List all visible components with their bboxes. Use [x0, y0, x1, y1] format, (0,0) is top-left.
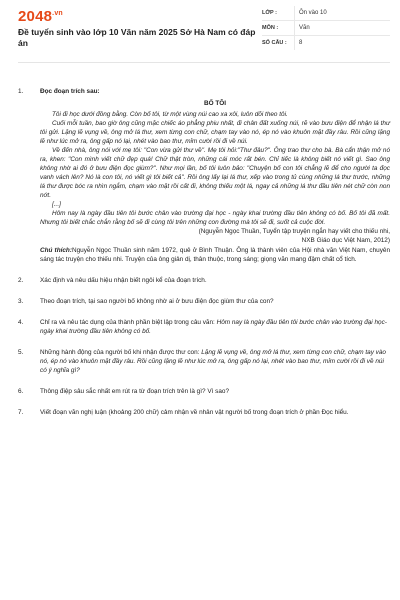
- excerpt-source: (Nguyễn Ngọc Thuần, Tuyển tập truyện ngắn hay viết cho thiếu nhi,: [198, 228, 390, 235]
- question-body: [40, 348, 390, 375]
- question-6: [18, 387, 390, 396]
- excerpt-ellipsis: [...]: [52, 201, 61, 208]
- question-quote: Lặng lẽ vụng về, ông mở lá thư, xem từng con chữ, chạm tay vào nó, ép nó vào khuôn mặt đầy râu. Rồi cũng lặng lẽ như lúc mở ra, ông gấp nó lại, nhét vào bao thư, mỉm cười rồi đi về núi có ý nghĩa gì?: [40, 349, 386, 374]
- document-title: Đề tuyển sinh vào lớp 10 Văn năm 2025 Sở Hà Nam có đáp án: [18, 27, 256, 48]
- question-number: 6.: [18, 388, 24, 395]
- logo-main: 2048: [18, 8, 53, 25]
- meta-row-subject: [262, 21, 390, 36]
- question-text: Những hành động của người bố khi nhận được thư con:: [40, 349, 202, 356]
- author-note: [40, 246, 390, 264]
- excerpt-title: BỐ TÔI: [203, 100, 226, 107]
- question-heading: Đọc đoạn trích sau:: [40, 88, 100, 95]
- question-3: [18, 297, 390, 306]
- question-number: 5.: [18, 349, 24, 356]
- meta-label: LỚP :: [262, 10, 277, 16]
- question-1: [18, 87, 390, 264]
- question-text: Chỉ ra và nêu tác dụng của thành phần biệt lập trong câu văn:: [40, 319, 217, 326]
- question-body: [40, 87, 390, 264]
- meta-table: [262, 6, 390, 50]
- excerpt-source-publisher: NXB Giáo dục Việt Nam, 2012): [301, 237, 390, 244]
- question-text: Theo đoạn trích, tại sao người bố không nhờ ai ở bưu điện đọc giùm thư của con?: [40, 298, 274, 305]
- logo-tld: .vn: [52, 10, 63, 17]
- question-quote: Hôm nay là ngày đầu tiên tôi bước chân vào trường đại học- ngày khai trường đầu tiên không có bố.: [40, 319, 387, 335]
- question-number: 7.: [18, 409, 24, 416]
- document-header: [18, 6, 390, 63]
- note-label: Chú thích:: [40, 247, 72, 254]
- note-text: Nguyễn Ngọc Thuần sinh năm 1972, quê ở Bình Thuận. Ông là thành viên của Hội nhà văn Việt Nam, chuyên sáng tác truyện cho thiếu nhi. Truyện của ông giản dị, thân thuộc, trong sáng; giọng văn mang đậm chất cổ tích.: [40, 247, 391, 263]
- question-5: [18, 348, 390, 375]
- excerpt-paragraph: Hôm nay là ngày đầu tiên tôi bước chân vào trường đại học - ngày khai trường đầu tiên không có bố. Bố tôi đã mất. Nhưng tôi biết chắc chắn rằng bố sẽ đi cùng tôi trên những con đường mà tôi sẽ đi, suốt cả cuộc đời.: [40, 210, 390, 226]
- question-text: Xác định và nêu dấu hiệu nhận biết ngôi kể của đoạn trích.: [40, 277, 207, 284]
- brand-block: [18, 6, 258, 49]
- question-number: 3.: [18, 298, 24, 305]
- question-number: 2.: [18, 277, 24, 284]
- question-number: 4.: [18, 319, 24, 326]
- meta-value: 8: [294, 36, 390, 50]
- excerpt-paragraph: Cuối mỗi tuần, bao giờ ông cũng mặc chiếc áo phẳng phiu nhất, đi chân đất xuống núi, rẽ vào bưu điện để nhận lá thư tôi gửi. Lặng lẽ vụng về, ông mở lá thư, xem từng con chữ, chạm tay vào nó, ép nó vào khuôn mặt đầy râu. Rồi cũng lặng lẽ như lúc mở ra, ông gấp nó lại, nhét vào bao thư, mỉm cười rồi đi về núi.: [40, 120, 390, 145]
- question-number: 1.: [18, 88, 24, 95]
- meta-value: Văn: [294, 21, 390, 35]
- question-text: Thông điệp sâu sắc nhất em rút ra từ đoạn trích trên là gì? Vì sao?: [40, 388, 230, 395]
- question-2: [18, 276, 390, 285]
- question-text: Viết đoạn văn nghị luận (khoảng 200 chữ) cảm nhận về nhân vật người bố trong đoạn trích ở phần Đọc hiểu.: [40, 409, 349, 416]
- site-logo[interactable]: [18, 6, 258, 25]
- question-body: [40, 318, 390, 336]
- question-7: [18, 408, 390, 417]
- question-list: [18, 87, 390, 417]
- excerpt-paragraph: Về đến nhà, ông nói với mẹ tôi: "Con vừa gửi thư về". Mẹ tôi hỏi:"Thư đâu?". Ông trao thư cho bà. Bà cẩn thận mở nó ra, khen: "Con mình viết chữ đẹp quá! Chữ thật tròn, những cái móc rất bén. Chỉ tiếc là không biết nó viết gì. Sao ông không nhờ ai đó ở bưu điện đọc giùm?". Như mọi lần, bố tôi luôn bảo: "Chuyện bố con tôi chẳng lẽ để cho người ta đọc vanh vách lên? Nó là con tôi, nó viết gì tôi biết cả". Rồi ông lấy lại lá thư, xếp vào trong tủ cùng những lá thư trước, những lá thư được bóc ra nhìn ngắm, chạm vào mặt rồi cất đi, không thiếu một lá, ngay cả những lá thư đầu tiên nét chữ còn non nớt.: [40, 147, 390, 199]
- excerpt-paragraph: Tôi đi học dưới đồng bằng. Còn bố tôi, từ một vùng núi cao xa xôi, luôn dõi theo tôi.: [52, 111, 288, 118]
- meta-label: SỐ CÂU :: [262, 40, 287, 46]
- meta-label: MÔN :: [262, 25, 279, 31]
- meta-row-count: [262, 36, 390, 50]
- meta-value: Ôn vào 10: [294, 6, 390, 20]
- question-4: [18, 318, 390, 336]
- meta-row-class: [262, 6, 390, 21]
